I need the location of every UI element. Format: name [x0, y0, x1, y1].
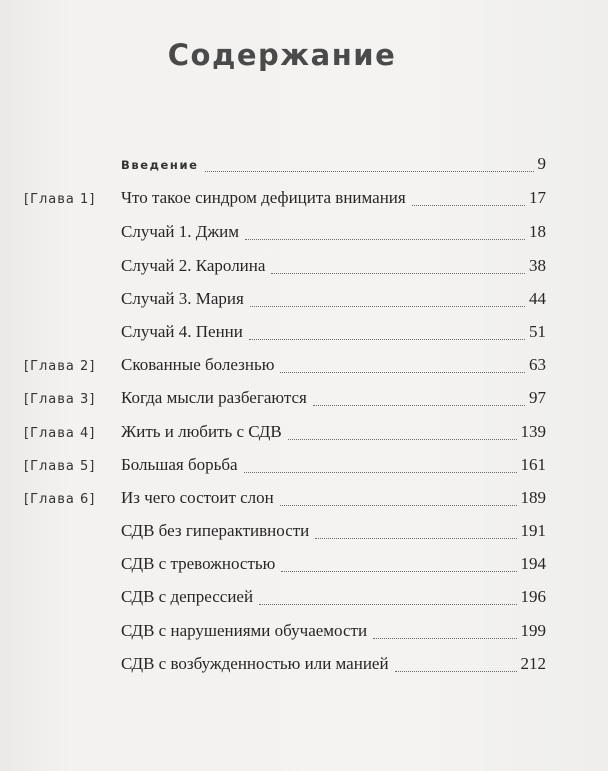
toc-row [0, 587, 608, 613]
toc-entry [121, 521, 546, 547]
chapter-label: [Глава 4] [24, 426, 96, 441]
toc-row [0, 488, 608, 514]
toc-entry [121, 154, 546, 180]
toc-entry-title: Случай 4. Пенни [121, 322, 243, 341]
dot-leader [395, 670, 517, 672]
toc-row [0, 422, 608, 448]
toc-entry-page: 189 [520, 488, 546, 507]
toc-entry-title: Случай 3. Мария [121, 289, 244, 308]
dot-leader [281, 570, 516, 572]
dot-leader [244, 471, 517, 473]
toc-entry [121, 256, 546, 282]
toc-entry-title: Введение [121, 158, 199, 172]
dot-leader [373, 637, 516, 639]
toc-entry [121, 587, 546, 613]
toc-entry-title: Большая борьба [121, 455, 238, 474]
dot-leader [250, 305, 525, 307]
toc-entry-page: 9 [537, 154, 546, 173]
toc-entry-page: 199 [520, 621, 546, 640]
toc-entry-page: 194 [520, 554, 546, 573]
toc-entry [121, 554, 546, 580]
dot-leader [280, 504, 517, 506]
chapter-label: [Глава 2] [24, 359, 96, 374]
toc-entry-page: 191 [520, 521, 546, 540]
toc-row [0, 222, 608, 248]
toc-row [0, 554, 608, 580]
toc-entry-title: Случай 2. Каролина [121, 256, 266, 275]
toc-entry [121, 188, 546, 214]
toc-entry-page: 196 [520, 587, 546, 606]
toc-row [0, 322, 608, 348]
toc-entry-title: Жить и любить с СДВ [121, 422, 282, 441]
toc-entry-title: Из чего состоит слон [121, 488, 274, 507]
dot-leader [205, 170, 534, 172]
chapter-label: [Глава 3] [24, 392, 96, 407]
toc-entry-page: 212 [520, 654, 546, 673]
toc-entry [121, 388, 546, 414]
toc-entry-page: 139 [520, 422, 546, 441]
toc-entry [121, 455, 546, 481]
toc-row [0, 455, 608, 481]
toc-entry-page: 97 [529, 388, 546, 407]
toc-entry-page: 44 [529, 289, 546, 308]
toc-entry [121, 488, 546, 514]
toc-entry-title: СДВ с нарушениями обучаемости [121, 621, 368, 640]
toc-entry-title: Скованные болезнью [121, 355, 275, 374]
chapter-label: [Глава 5] [24, 459, 96, 474]
toc-row [0, 289, 608, 315]
toc-row [0, 621, 608, 647]
toc-row [0, 388, 608, 414]
toc-entry-title: Что такое синдром дефицита внимания [121, 188, 406, 207]
toc-entry-page: 18 [529, 222, 546, 241]
toc-entry-title: СДВ без гиперактивности [121, 521, 310, 540]
toc-entry [121, 222, 546, 248]
toc-entry-page: 51 [529, 322, 546, 341]
chapter-label: [Глава 1] [24, 192, 96, 207]
dot-leader [313, 404, 525, 406]
toc-row [0, 256, 608, 282]
page-title: Содержание [167, 38, 397, 72]
dot-leader [249, 338, 525, 340]
toc-row [0, 521, 608, 547]
dot-leader [259, 603, 516, 605]
toc-entry-title: Случай 1. Джим [121, 222, 239, 241]
chapter-label: [Глава 6] [24, 492, 96, 507]
toc-entry-page: 63 [529, 355, 546, 374]
toc-row [0, 654, 608, 680]
toc-entry [121, 322, 546, 348]
toc-entry [121, 654, 546, 680]
dot-leader [245, 238, 525, 240]
toc-entry-page: 38 [529, 256, 546, 275]
toc-entry [121, 355, 546, 381]
toc-entry-title: СДВ с депрессией [121, 587, 254, 606]
toc-row [0, 188, 608, 214]
dot-leader [412, 204, 525, 206]
toc-entry-title: СДВ с тревожностью [121, 554, 276, 573]
dot-leader [288, 438, 517, 440]
toc-entry [121, 621, 546, 647]
dot-leader [315, 537, 516, 539]
toc-entry-title: СДВ с возбужденностью или манией [121, 654, 389, 673]
toc-row [0, 355, 608, 381]
dot-leader [280, 371, 525, 373]
toc-entry-page: 161 [520, 455, 546, 474]
toc-entry-page: 17 [529, 188, 546, 207]
toc-entry-title: Когда мысли разбегаются [121, 388, 307, 407]
dot-leader [271, 272, 525, 274]
toc-entry [121, 289, 546, 315]
toc-row [0, 154, 608, 180]
toc-entry [121, 422, 546, 448]
